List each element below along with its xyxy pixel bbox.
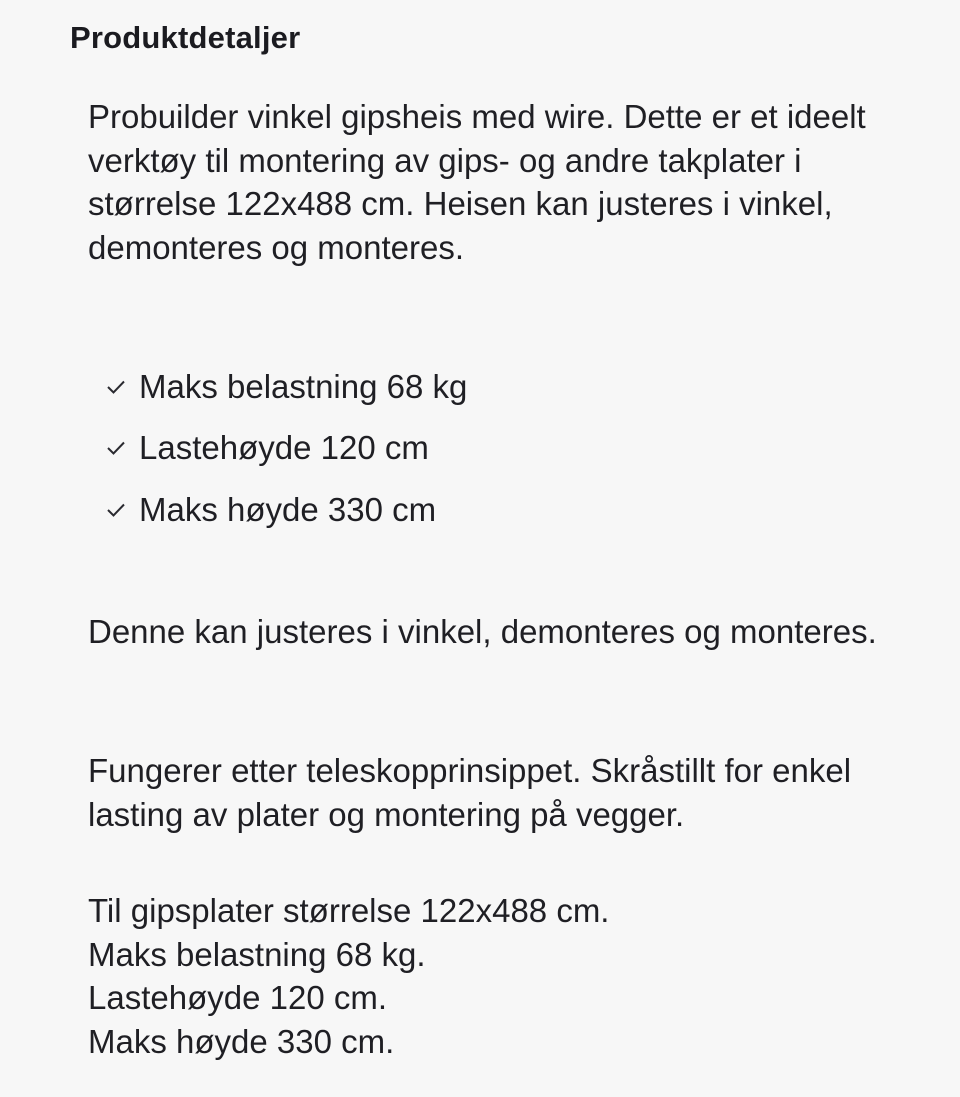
- adjust-paragraph: Denne kan justeres i vinkel, demonteres og monteres.: [88, 613, 877, 650]
- feature-label: Maks belastning 68 kg: [139, 367, 468, 405]
- feature-list: [105, 356, 467, 541]
- spec-line: Maks høyde 330 cm.: [88, 1022, 395, 1060]
- check-icon: [105, 439, 127, 457]
- feature-item: [105, 356, 467, 418]
- spec-line: Til gipsplater størrelse 122x488 cm.: [88, 892, 610, 929]
- feature-item: [105, 479, 467, 541]
- section-title: Produktdetaljer: [70, 20, 301, 55]
- intro-paragraph: Probuilder vinkel gipsheis med wire. Dette er et ideelt verktøy til montering av gips- og andre takplater i størrelse 122x488 cm. Heisen kan justeres i vinkel, demonteres og monteres.: [88, 98, 866, 266]
- spec-line: Lastehøyde 120 cm.: [88, 979, 387, 1016]
- feature-item: [105, 418, 467, 480]
- telescope-paragraph: Fungerer etter teleskopprinsippet. Skråstillt for enkel lasting av plater og montering på vegger.: [88, 752, 852, 833]
- feature-label: Lastehøyde 120 cm: [139, 429, 429, 467]
- feature-label: Maks høyde 330 cm: [139, 490, 437, 528]
- check-icon: [105, 501, 127, 519]
- spec-line: Maks belastning 68 kg.: [88, 935, 426, 973]
- spec-lines: [88, 889, 609, 1063]
- check-icon: [105, 378, 127, 396]
